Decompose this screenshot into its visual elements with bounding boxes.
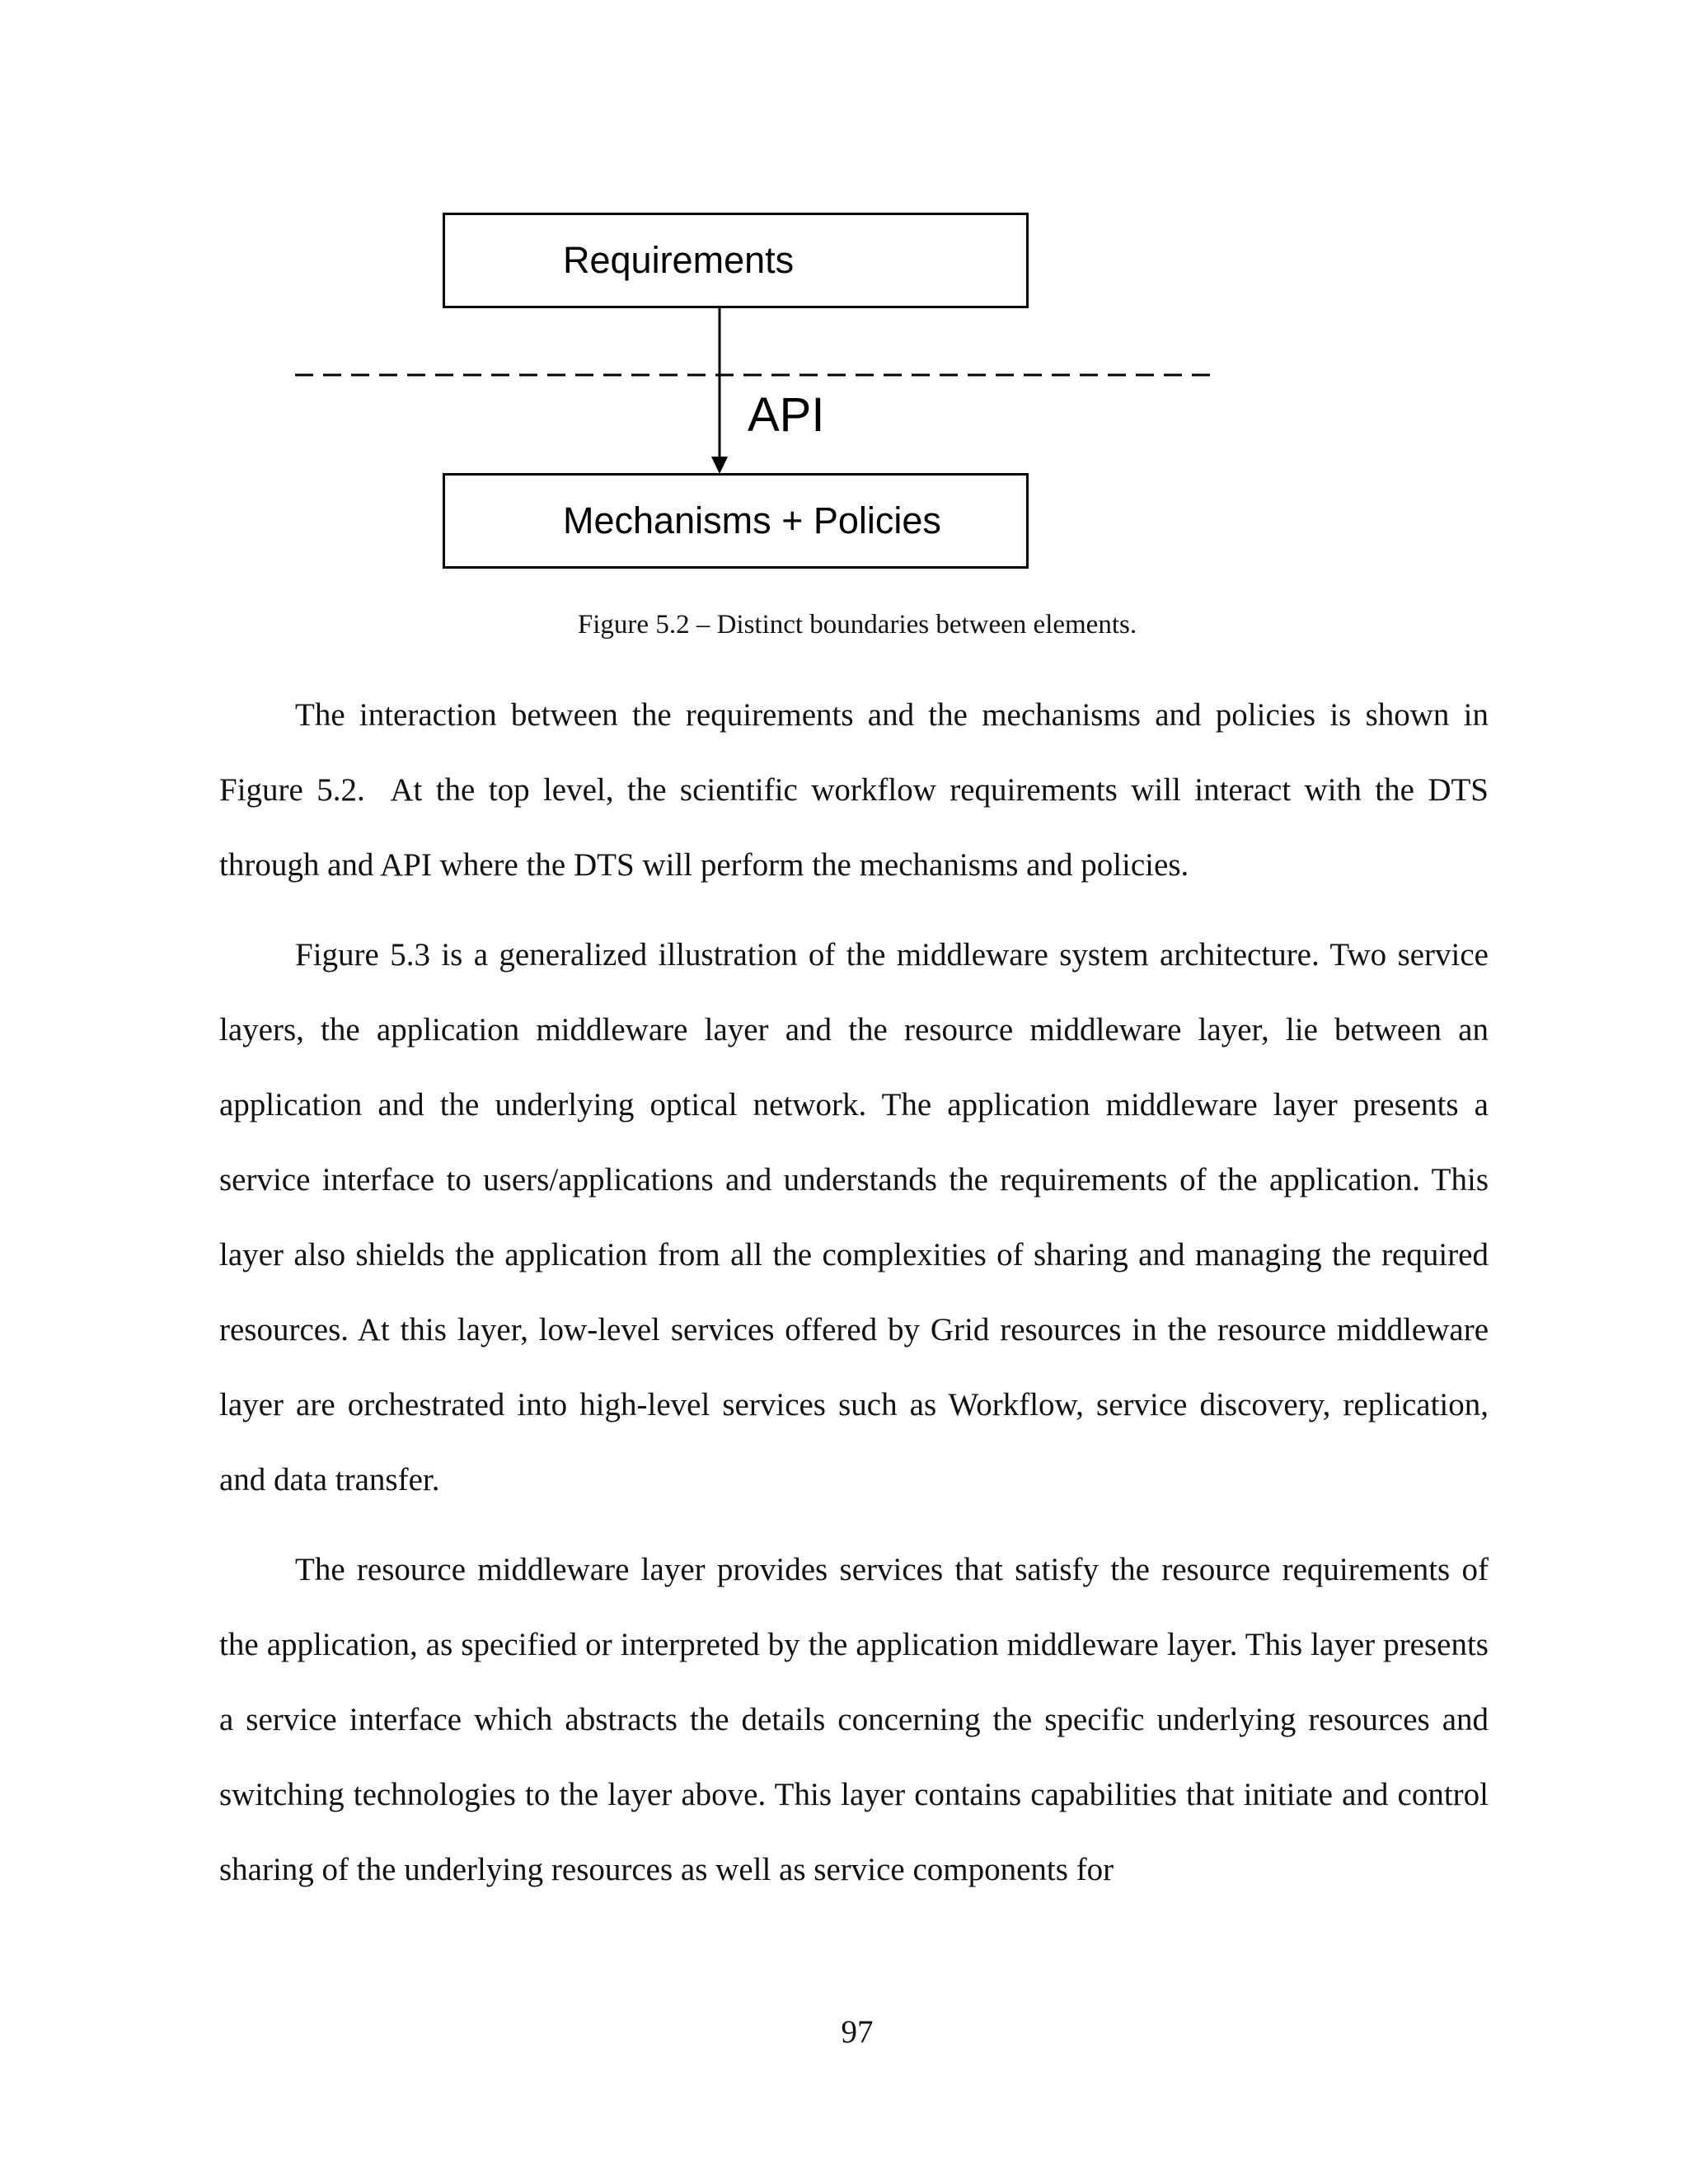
mechanisms-policies-box bbox=[443, 473, 1029, 569]
body-text bbox=[219, 677, 1489, 1922]
figure-5-2 bbox=[0, 0, 1688, 659]
paragraph: The interaction between the requirements and the mechanisms and policies is shown in Figure 5.2. At the top level, the scientific workflow requirements will interact with the DTS through and API where the DTS will perform the mechanisms and policies. bbox=[219, 697, 1489, 883]
paragraph: The resource middleware layer provides services that satisfy the resource requirements of the application, as specified or interpreted by the application middleware layer. This layer presents a service interface which abstracts the details concerning the specific underlying resources and switching technologies to the layer above. This layer contains capabilities that initiate and control sharing of the underlying resources as well as service components for bbox=[219, 1552, 1489, 1887]
paragraph: Figure 5.3 is a generalized illustration of the middleware system architecture. Two service layers, the application middleware layer and the resource middleware layer, lie between an application and the underlying optical network. The application middleware layer presents a service interface to users/applications and understands the requirements of the application. This layer also shields the application from all the complexities of sharing and managing the required resources. At this layer, low-level services offered by Grid resources in the resource middleware layer are orchestrated into high-level services such as Workflow, service discovery, replication, and data transfer. bbox=[219, 937, 1489, 1497]
figure-caption: Figure 5.2 – Distinct boundaries between elements. bbox=[577, 610, 1137, 640]
api-arrow-head bbox=[711, 457, 728, 474]
mechanisms-policies-label: Mechanisms + Policies bbox=[563, 499, 941, 541]
api-label: API bbox=[748, 388, 825, 442]
page-number: 97 bbox=[841, 2014, 874, 2050]
requirements-box bbox=[443, 213, 1029, 308]
requirements-label: Requirements bbox=[563, 239, 795, 281]
